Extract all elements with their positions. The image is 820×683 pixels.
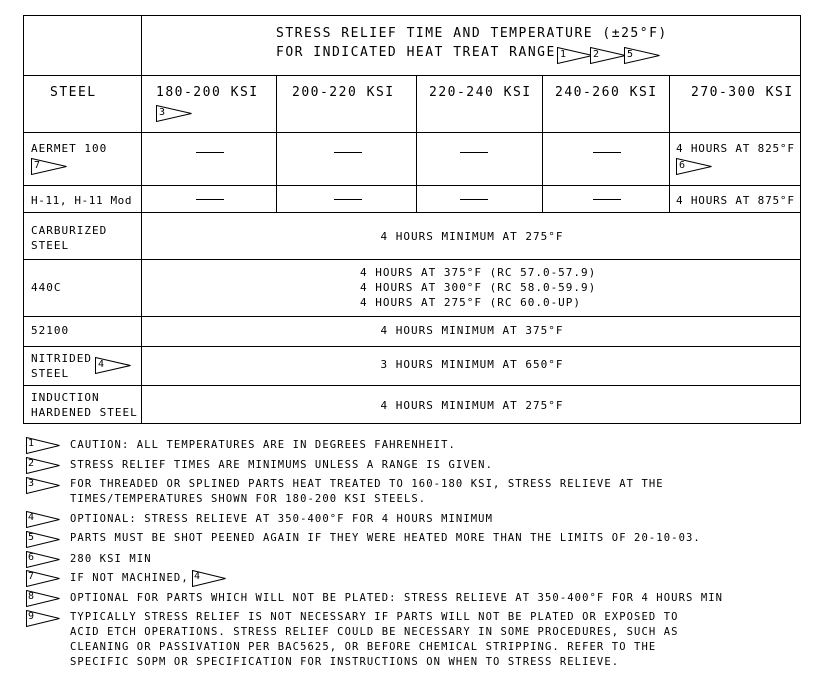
note-text: TIMES/TEMPERATURES SHOWN FOR 180-200 KSI STEELS. bbox=[70, 493, 427, 505]
note-text: CLEANING OR PASSIVATION PER BAC5625, OR BEFORE CHEMICAL STRIPPING. REFER TO THE bbox=[70, 641, 657, 653]
note-flag-icon: 4 bbox=[95, 357, 131, 374]
row-440c-value: 4 HOURS AT 300°F (RC 58.0-59.9) bbox=[360, 281, 597, 294]
table-title-line1: STRESS RELIEF TIME AND TEMPERATURE (±25°F) bbox=[276, 26, 668, 41]
note-flag-icon: 3 bbox=[156, 105, 192, 122]
empty-cell-dash bbox=[460, 199, 488, 200]
row-induction-value: 4 HOURS MINIMUM AT 275°F bbox=[380, 399, 564, 412]
empty-cell-dash bbox=[334, 199, 362, 200]
note-flag-icon: 7 bbox=[31, 158, 67, 175]
header-270-300: 270-300 KSI bbox=[691, 85, 794, 100]
header-220-240: 220-240 KSI bbox=[429, 85, 532, 100]
header-200-220: 200-220 KSI bbox=[292, 85, 395, 100]
row-h11-name: H-11, H-11 Mod bbox=[31, 194, 133, 207]
header-180-200: 180-200 KSI bbox=[156, 85, 259, 100]
empty-cell-dash bbox=[196, 152, 224, 153]
col-divider bbox=[276, 75, 277, 212]
note-flag-icon: 3 bbox=[26, 477, 60, 494]
col-divider bbox=[669, 75, 670, 212]
note-text: OPTIONAL: STRESS RELIEVE AT 350-400°F FOR 4 HOURS MINIMUM bbox=[70, 513, 494, 525]
row-induction-name: HARDENED STEEL bbox=[31, 406, 138, 419]
row-aermet-name: AERMET 100 bbox=[31, 142, 108, 155]
note-text: STRESS RELIEF TIMES ARE MINIMUMS UNLESS A RANGE IS GIVEN. bbox=[70, 459, 494, 471]
row-carburized-name: STEEL bbox=[31, 239, 70, 252]
note-text: PARTS MUST BE SHOT PEENED AGAIN IF THEY WERE HEATED MORE THAN THE LIMITS OF 20-10-03. bbox=[70, 532, 701, 544]
note-flag-icon: 8 bbox=[26, 590, 60, 607]
note-flag-icon: 7 bbox=[26, 570, 60, 587]
row-induction-name: INDUCTION bbox=[31, 391, 100, 404]
note-text: ACID ETCH OPERATIONS. STRESS RELIEF COULD BE NECESSARY IN SOME PROCEDURES, SUCH AS bbox=[70, 626, 679, 638]
note-flag-icon: 6 bbox=[676, 158, 712, 175]
empty-cell-dash bbox=[593, 199, 621, 200]
row-h11-value: 4 HOURS AT 875°F bbox=[676, 194, 795, 207]
note-flag-icon: 1 bbox=[557, 47, 593, 64]
note-flag-icon: 5 bbox=[624, 47, 660, 64]
empty-cell-dash bbox=[460, 152, 488, 153]
empty-cell-dash bbox=[196, 199, 224, 200]
row-carburized-value: 4 HOURS MINIMUM AT 275°F bbox=[380, 230, 564, 243]
note-flag-icon: 9 bbox=[26, 610, 60, 627]
note-flag-icon: 2 bbox=[26, 457, 60, 474]
header-steel: STEEL bbox=[50, 85, 97, 100]
note-text: OPTIONAL FOR PARTS WHICH WILL NOT BE PLATED: STRESS RELIEVE AT 350-400°F FOR 4 HOURS MIN bbox=[70, 592, 724, 604]
header-240-260: 240-260 KSI bbox=[555, 85, 658, 100]
row-carburized-name: CARBURIZED bbox=[31, 224, 108, 237]
note-flag-icon: 6 bbox=[26, 551, 60, 568]
row-440c-name: 440C bbox=[31, 281, 62, 294]
col-divider bbox=[416, 75, 417, 212]
note-text: FOR THREADED OR SPLINED PARTS HEAT TREATED TO 160-180 KSI, STRESS RELIEVE AT THE bbox=[70, 478, 664, 490]
row-nitrided-name: NITRIDED bbox=[31, 352, 92, 365]
col-divider bbox=[542, 75, 543, 212]
row-nitrided-value: 3 HOURS MINIMUM AT 650°F bbox=[380, 358, 564, 371]
note-text: TYPICALLY STRESS RELIEF IS NOT NECESSARY IF PARTS WILL NOT BE PLATED OR EXPOSED TO bbox=[70, 611, 679, 623]
row-52100-value: 4 HOURS MINIMUM AT 375°F bbox=[380, 324, 564, 337]
row-440c-value: 4 HOURS AT 375°F (RC 57.0-57.9) bbox=[360, 266, 597, 279]
note-flag-icon: 4 bbox=[192, 570, 226, 587]
note-text: SPECIFIC SOPM OR SPECIFICATION FOR INSTRUCTIONS ON WHEN TO STRESS RELIEVE. bbox=[70, 656, 620, 668]
table-title-line2: FOR INDICATED HEAT TREAT RANGE bbox=[276, 45, 556, 60]
note-text: 280 KSI MIN bbox=[70, 553, 152, 565]
empty-cell-dash bbox=[593, 152, 621, 153]
note-flag-icon: 4 bbox=[26, 511, 60, 528]
note-flag-icon: 1 bbox=[26, 437, 60, 454]
row-nitrided-name: STEEL bbox=[31, 367, 70, 380]
row-aermet-value: 4 HOURS AT 825°F bbox=[676, 142, 795, 155]
row-440c-value: 4 HOURS AT 275°F (RC 60.0-UP) bbox=[360, 296, 582, 309]
note-text: IF NOT MACHINED, bbox=[70, 572, 189, 584]
row-52100-name: 52100 bbox=[31, 324, 70, 337]
note-text: CAUTION: ALL TEMPERATURES ARE IN DEGREES FAHRENHEIT. bbox=[70, 439, 456, 451]
note-flag-icon: 2 bbox=[590, 47, 626, 64]
note-flag-icon: 5 bbox=[26, 531, 60, 548]
stress-relief-table bbox=[23, 15, 801, 424]
empty-cell-dash bbox=[334, 152, 362, 153]
